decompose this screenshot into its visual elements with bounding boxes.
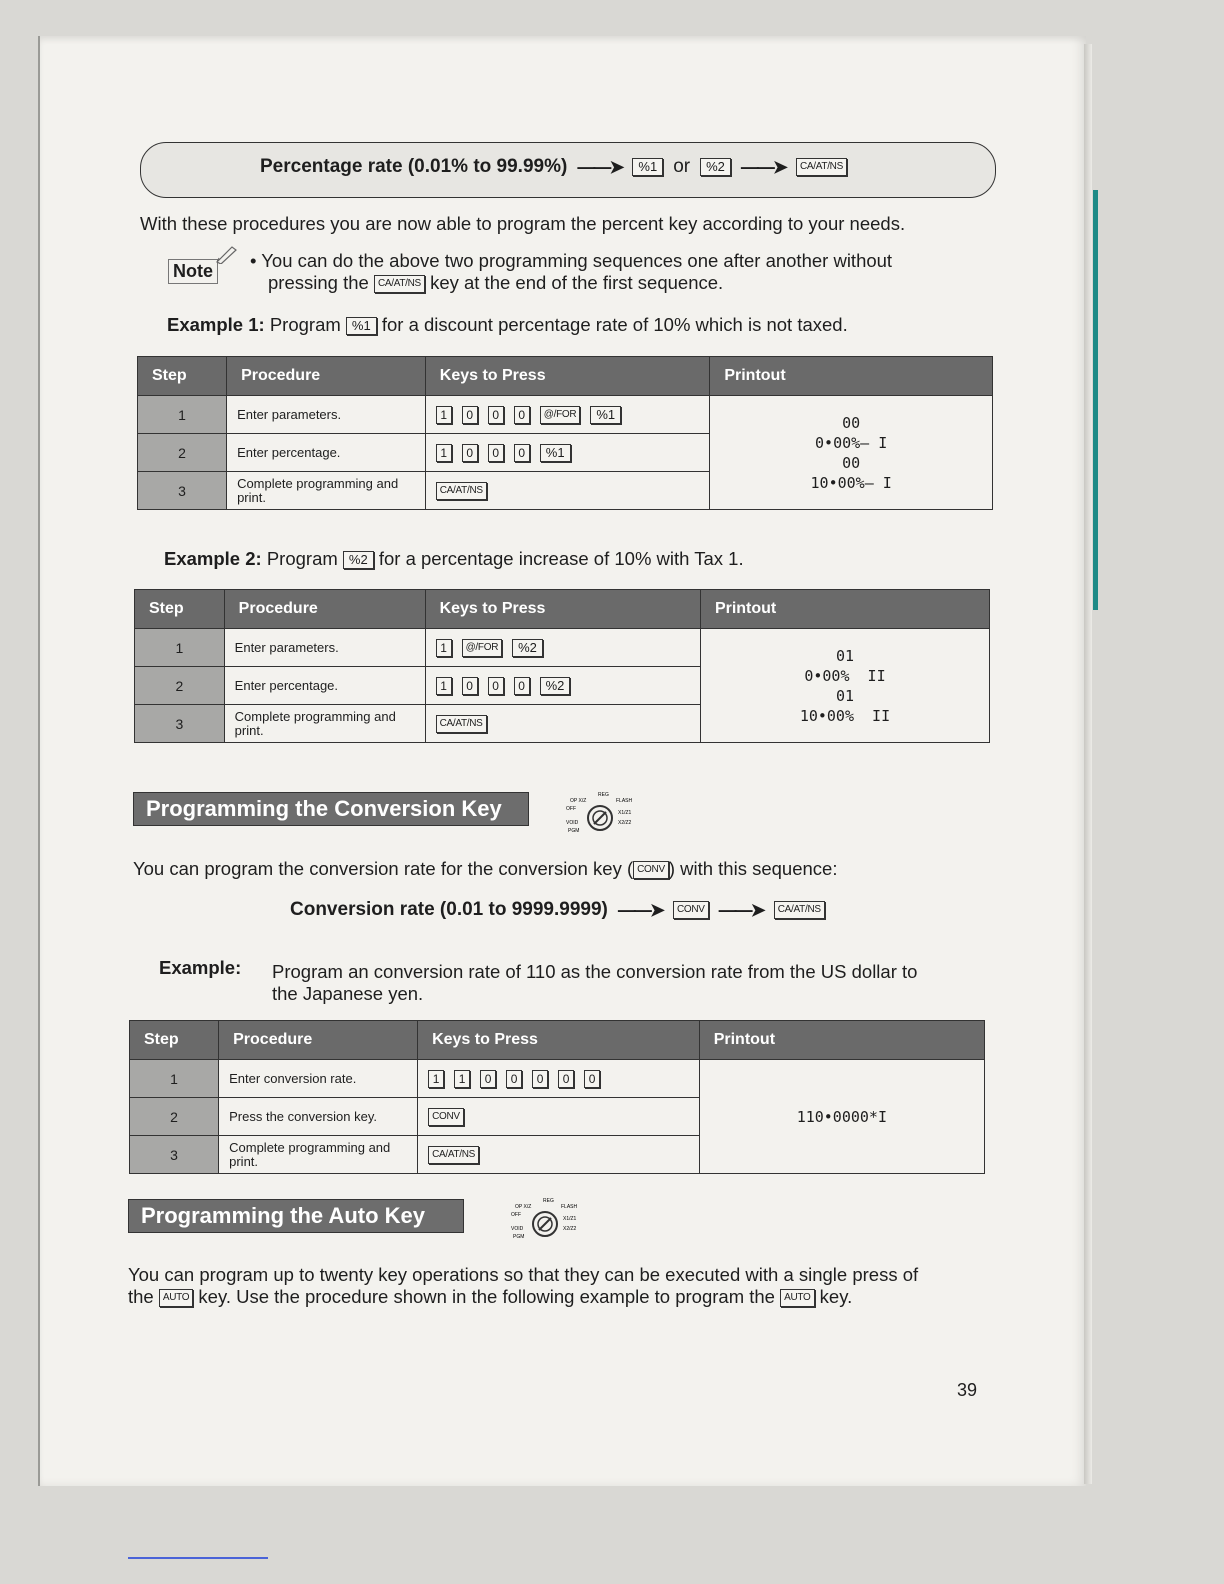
key-ca-at-ns: CA/AT/NS <box>428 1146 479 1164</box>
auto-line2-mid: key. Use the procedure shown in the following example to program the <box>198 1286 775 1307</box>
arrow-icon: ——➤ <box>577 156 623 177</box>
auto-line2-pre: the <box>128 1286 154 1307</box>
key-2: %2 <box>540 677 571 695</box>
key-0: 0 <box>462 406 478 424</box>
printout-cell <box>699 1060 984 1174</box>
printout-line: 0•00% II <box>804 666 886 685</box>
step-number: 1 <box>130 1060 219 1098</box>
dial-label-op: OP X/Z <box>515 1204 532 1210</box>
dial-label-off: OFF <box>511 1212 521 1218</box>
dial-label-void: VOID <box>566 820 579 826</box>
keys-cell <box>418 1060 700 1098</box>
key-conv: CONV <box>428 1108 464 1126</box>
example1-post: for a discount percentage rate of 10% which is not taxed. <box>381 314 848 335</box>
step-number: 1 <box>138 396 227 434</box>
index-tab <box>1093 190 1098 610</box>
key-for: @/FOR <box>462 639 503 657</box>
key-0: 0 <box>488 677 504 695</box>
conversion-example-line1: Program an conversion rate of 110 as the conversion rate from the US dollar to <box>272 961 918 982</box>
dial-label-flash: FLASH <box>561 1204 578 1210</box>
procedure-cell: Enter percentage. <box>227 434 426 472</box>
keys-cell <box>425 472 710 510</box>
table-row <box>130 1060 985 1098</box>
key-percent1: %1 <box>632 158 663 176</box>
auto-line2-post: key. <box>819 1286 853 1307</box>
key-1: 1 <box>454 1070 470 1088</box>
procedure-cell: Enter parameters. <box>224 629 425 667</box>
key-0: 0 <box>584 1070 600 1088</box>
key-0: 0 <box>514 677 530 695</box>
procedure-cell: Press the conversion key. <box>219 1098 418 1136</box>
conversion-example-line2: the Japanese yen. <box>272 983 424 1004</box>
step-number: 1 <box>135 629 225 667</box>
header-step: Step <box>135 590 225 629</box>
printout-line: 00 <box>842 453 861 472</box>
step-number: 3 <box>130 1136 219 1174</box>
dial-label-x2z2: X2/Z2 <box>563 1226 577 1232</box>
key-1: %1 <box>540 444 571 462</box>
step-number: 3 <box>138 472 227 510</box>
conversion-table <box>129 1020 985 1174</box>
or-text: or <box>673 156 691 177</box>
procedure-cell: Enter parameters. <box>227 396 426 434</box>
example2-table <box>134 589 990 743</box>
keys-cell <box>425 434 710 472</box>
key-ca-at-ns: CA/AT/NS <box>774 901 825 919</box>
key-1: 1 <box>428 1070 444 1088</box>
key-0: 0 <box>532 1070 548 1088</box>
key-conv: CONV <box>633 861 669 879</box>
note-line2-post: key at the end of the first sequence. <box>430 272 724 293</box>
arrow-icon: ——➤ <box>740 156 786 177</box>
example1-table <box>137 356 993 510</box>
arrow-icon: ——➤ <box>718 899 764 920</box>
printout-cell <box>700 629 989 743</box>
dial-label-reg: REG <box>543 1198 554 1204</box>
conversion-intro-post: ) with this sequence: <box>668 858 838 879</box>
key-auto: AUTO <box>159 1289 193 1307</box>
header-step: Step <box>130 1021 219 1060</box>
example1-line <box>167 313 848 337</box>
example1-pre: Program <box>269 314 341 335</box>
procedure-cell: Complete programming and print. <box>224 705 425 743</box>
printout-line: 10•00%– I <box>810 473 892 492</box>
procedure-cell: Complete programming and print. <box>219 1136 418 1174</box>
header-step: Step <box>138 357 227 396</box>
key-auto: AUTO <box>780 1289 814 1307</box>
dial-label-x1z1: X1/Z1 <box>618 810 632 816</box>
dial-label-x2z2: X2/Z2 <box>618 820 632 826</box>
page-number: 39 <box>957 1380 978 1400</box>
note-line2-pre: pressing the <box>268 272 369 293</box>
keys-cell <box>425 629 700 667</box>
percentage-sequence-label: Percentage rate (0.01% to 99.99%) <box>260 156 568 177</box>
pencil-icon <box>214 244 238 264</box>
header-printout: Printout <box>700 590 989 629</box>
dial-label-x1z1: X1/Z1 <box>563 1216 577 1222</box>
key-0: 0 <box>514 444 530 462</box>
keys-cell <box>418 1136 700 1174</box>
step-number: 2 <box>130 1098 219 1136</box>
printout-cell <box>710 396 993 510</box>
key-0: 0 <box>488 444 504 462</box>
key-percent2: %2 <box>343 551 374 569</box>
page-edge <box>1084 44 1092 1484</box>
note-line1: • You can do the above two programming sequences one after another without <box>250 250 893 271</box>
printout-line: 00 <box>842 413 861 432</box>
key-ca-at-ns: CA/AT/NS <box>436 715 487 733</box>
dial-label-flash: FLASH <box>616 798 633 804</box>
key-1: 1 <box>436 639 452 657</box>
key-0: 0 <box>558 1070 574 1088</box>
auto-line2 <box>128 1285 852 1309</box>
key-1: 1 <box>436 406 452 424</box>
header-printout: Printout <box>699 1021 984 1060</box>
dial-label-off: OFF <box>566 806 576 812</box>
procedure-cell: Enter percentage. <box>224 667 425 705</box>
key-ca-at-ns: CA/AT/NS <box>374 275 425 293</box>
keys-cell <box>418 1098 700 1136</box>
mode-dial-icon <box>505 1194 585 1250</box>
keys-cell <box>425 396 710 434</box>
example1-label: Example 1: <box>167 314 265 335</box>
key-ca-at-ns: CA/AT/NS <box>436 482 487 500</box>
key-1: 1 <box>436 677 452 695</box>
table-header-row <box>138 357 993 396</box>
printout-line: 01 <box>835 686 854 705</box>
table-header-row <box>130 1021 985 1060</box>
header-printout: Printout <box>710 357 993 396</box>
procedure-cell: Enter conversion rate. <box>219 1060 418 1098</box>
dial-label-pgm: PGM <box>513 1234 525 1240</box>
key-1: 1 <box>436 444 452 462</box>
mode-dial-icon <box>560 788 640 844</box>
link-underline <box>128 1557 268 1559</box>
dial-label-pgm: PGM <box>568 828 580 834</box>
conversion-intro <box>133 857 837 881</box>
printout-line: 10•00% II <box>799 706 891 725</box>
note-label: Note <box>168 259 218 284</box>
note-line2 <box>268 271 723 295</box>
key-ca-at-ns: CA/AT/NS <box>796 158 847 176</box>
printout-line: 0•00%– I <box>815 433 888 452</box>
table-row <box>135 629 990 667</box>
intro-text: With these procedures you are now able to program the percent key according to your needs. <box>140 213 906 234</box>
step-number: 2 <box>138 434 227 472</box>
key-0: 0 <box>506 1070 522 1088</box>
printout-line: 110•0000*I <box>796 1107 887 1126</box>
auto-heading: Programming the Auto Key <box>128 1199 464 1233</box>
conversion-sequence <box>290 899 825 921</box>
procedure-cell: Complete programming and print. <box>227 472 426 510</box>
key-0: 0 <box>462 444 478 462</box>
key-conv: CONV <box>673 901 709 919</box>
step-number: 3 <box>135 705 225 743</box>
key-percent2: %2 <box>700 158 731 176</box>
dial-label-op: OP X/Z <box>570 798 587 804</box>
key-for: @/FOR <box>540 406 581 424</box>
key-2: %2 <box>512 639 543 657</box>
keys-cell <box>425 705 700 743</box>
percentage-sequence <box>260 156 847 178</box>
example2-line <box>164 547 744 571</box>
table-header-row <box>135 590 990 629</box>
dial-label-reg: REG <box>598 792 609 798</box>
conversion-example-label: Example: <box>159 957 242 978</box>
key-0: 0 <box>514 406 530 424</box>
printout-line: 01 <box>835 646 854 665</box>
key-0: 0 <box>462 677 478 695</box>
step-number: 2 <box>135 667 225 705</box>
conversion-intro-pre: You can program the conversion rate for the conversion key ( <box>133 858 634 879</box>
header-keys: Keys to Press <box>425 357 710 396</box>
example2-post: for a percentage increase of 10% with Tax 1. <box>378 548 744 569</box>
key-0: 0 <box>480 1070 496 1088</box>
header-keys: Keys to Press <box>418 1021 700 1060</box>
arrow-icon: ——➤ <box>617 899 663 920</box>
dial-label-void: VOID <box>511 1226 524 1232</box>
keys-cell <box>425 667 700 705</box>
conversion-sequence-label: Conversion rate (0.01 to 9999.9999) <box>290 899 608 920</box>
key-1: %1 <box>590 406 621 424</box>
header-procedure: Procedure <box>224 590 425 629</box>
key-0: 0 <box>488 406 504 424</box>
header-procedure: Procedure <box>227 357 426 396</box>
example2-label: Example 2: <box>164 548 262 569</box>
auto-line1: You can program up to twenty key operations so that they can be executed with a single press of <box>128 1264 919 1285</box>
table-row <box>138 396 993 434</box>
key-percent1: %1 <box>346 317 377 335</box>
header-keys: Keys to Press <box>425 590 700 629</box>
header-procedure: Procedure <box>219 1021 418 1060</box>
conversion-heading: Programming the Conversion Key <box>133 792 529 826</box>
example2-pre: Program <box>266 548 338 569</box>
